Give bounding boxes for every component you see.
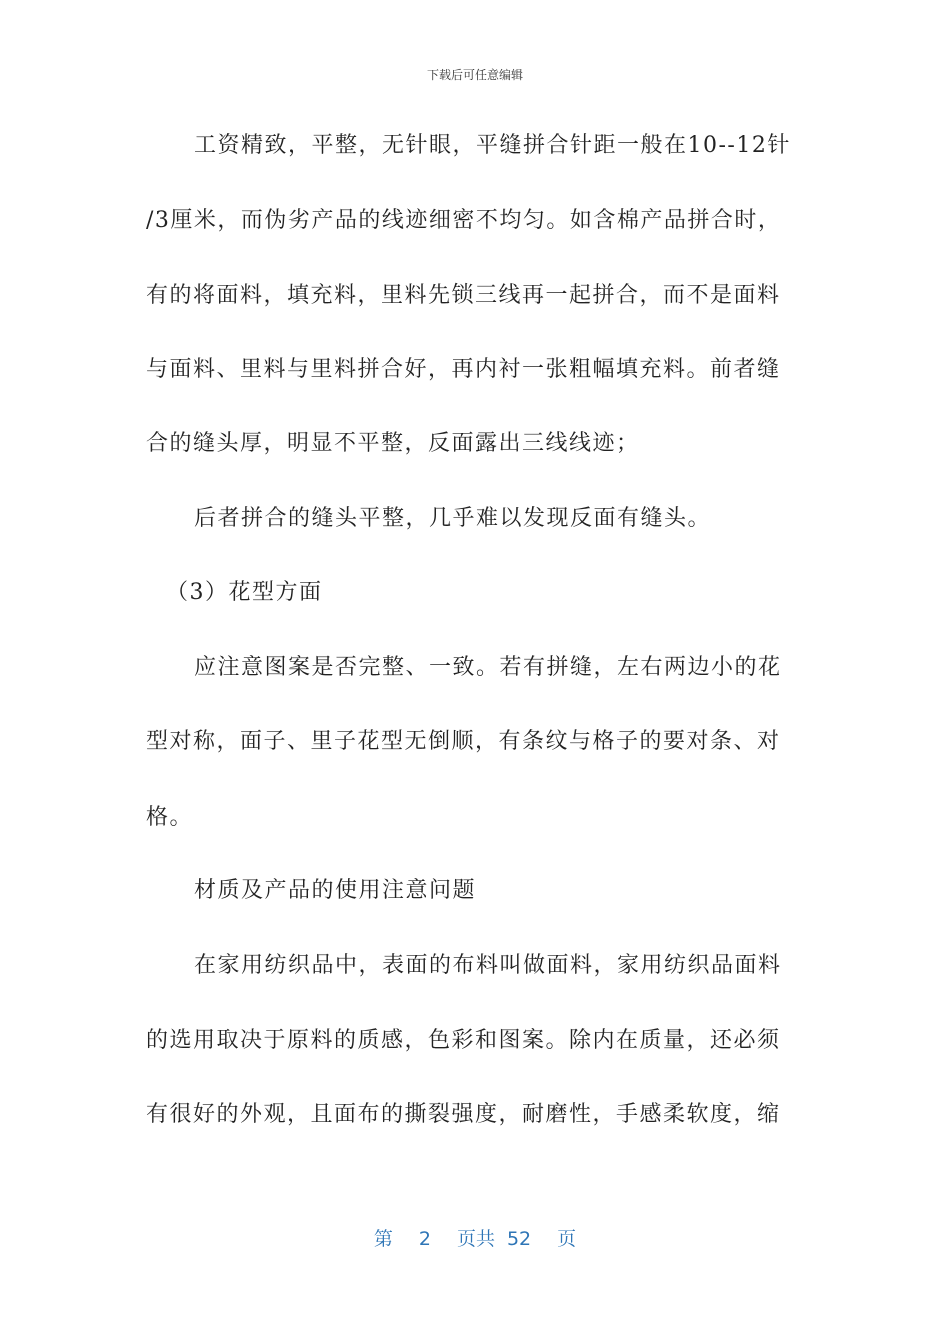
page-number-footer — [0, 1226, 950, 1252]
paragraph-line: 应注意图案是否完整、一致。若有拼缝，左右两边小的花 — [194, 655, 782, 680]
paragraph-line: 与面料、里料与里料拼合好，再内衬一张粗幅填充料。前者缝 — [146, 357, 781, 382]
paragraph-line: 工资精致，平整，无针眼，平缝拼合针距一般在10--12针 — [194, 133, 791, 158]
paragraph-line: 的选用取决于原料的质感，色彩和图案。除内在质量，还必须 — [146, 1028, 781, 1053]
section-heading: 材质及产品的使用注意问题 — [194, 878, 477, 903]
paragraph-line: 合的缝头厚，明显不平整，反面露出三线线迹； — [146, 431, 640, 456]
page-prefix: 第 — [373, 1228, 393, 1250]
section-heading: （3）花型方面 — [166, 580, 323, 605]
paragraph-line: 格。 — [146, 805, 194, 830]
paragraph-line: 有很好的外观，且面布的撕裂强度，耐磨性，手感柔软度，缩 — [146, 1102, 781, 1127]
paragraph-line: 型对称，面子、里子花型无倒顺，有条纹与格子的要对条、对 — [146, 729, 781, 754]
paragraph-line: 有的将面料，填充料，里料先锁三线再一起拼合，而不是面料 — [146, 283, 781, 308]
paragraph-line: /3厘米，而伪劣产品的线迹细密不均匀。如含棉产品拼合时， — [146, 208, 782, 233]
page-total: 52 — [506, 1228, 532, 1250]
page-current: 2 — [418, 1228, 431, 1250]
paragraph-line: 后者拼合的缝头平整，几乎难以发现反面有缝头。 — [194, 506, 712, 531]
page-header-note: 下载后可任意编辑 — [426, 68, 523, 82]
page-suffix: 页 — [557, 1228, 577, 1250]
paragraph-line: 在家用纺织品中，表面的布料叫做面料，家用纺织品面料 — [194, 953, 782, 978]
page-mid: 页共 — [456, 1228, 495, 1250]
